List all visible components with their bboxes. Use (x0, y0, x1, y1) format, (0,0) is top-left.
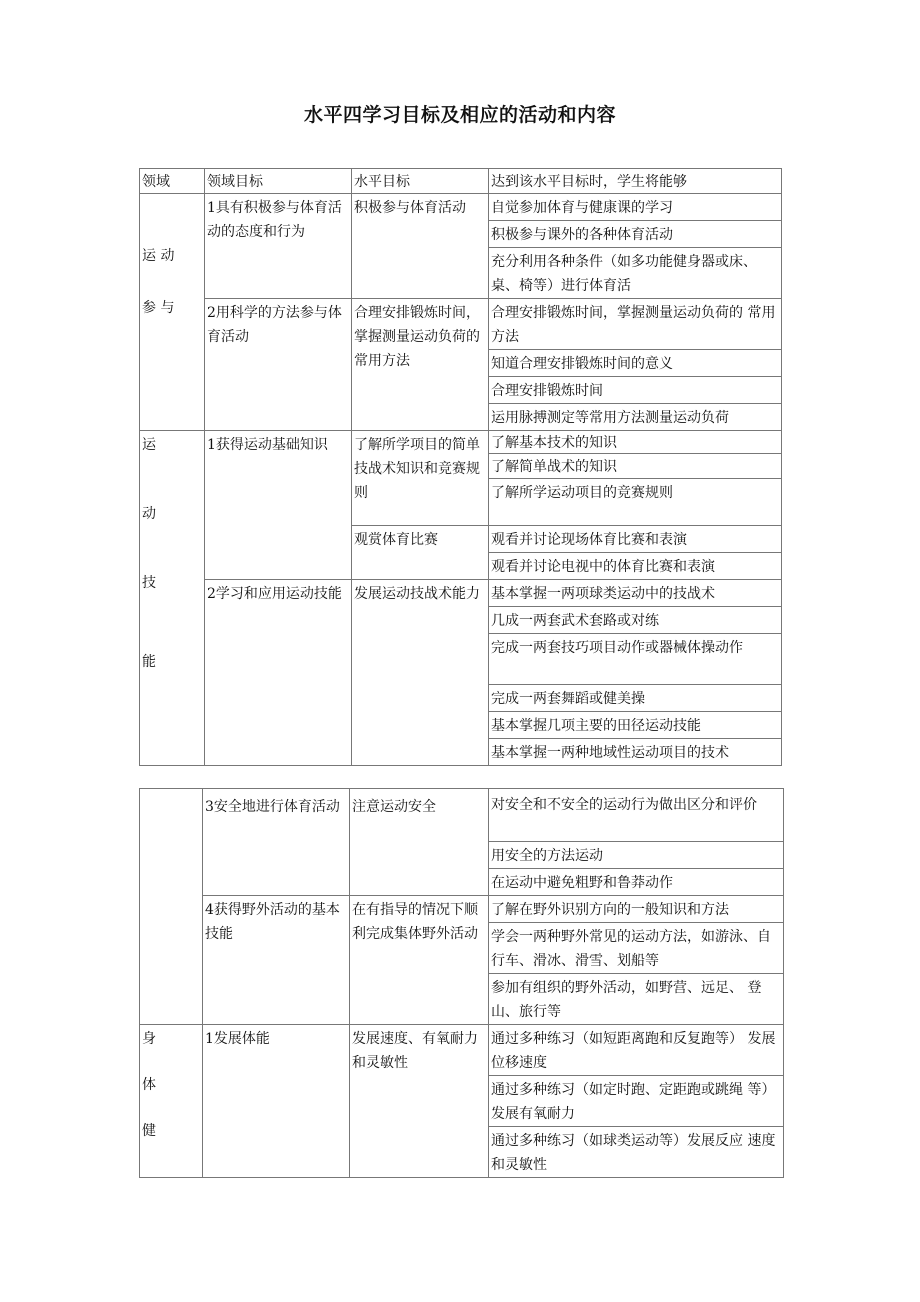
outcome-cell: 了解所学运动项目的竞赛规则 (489, 479, 782, 526)
table-row (140, 299, 782, 350)
domain-text: 体 (142, 1077, 156, 1093)
outcome-cell: 了解在野外识别方向的一般知识和方法 (489, 896, 784, 923)
outcome-cell: 基本掌握一两种地域性运动项目的技术 (489, 739, 782, 766)
header-domain-goal: 领域目标 (205, 169, 352, 194)
outcome-cell: 用安全的方法运动 (489, 842, 784, 869)
domain-text: 运 (142, 437, 156, 453)
outcome-cell: 了解基本技术的知识 (489, 431, 782, 454)
domain-goal-cell: 2用科学的方法参与体育活动 (205, 299, 352, 431)
goals-table-part1 (139, 168, 782, 766)
outcome-cell: 完成一两套技巧项目动作或器械体操动作 (489, 634, 782, 685)
domain-goal-cell: 1获得运动基础知识 (205, 431, 352, 580)
domain-text: 技 (142, 575, 156, 591)
level-goal-cell: 积极参与体育活动 (352, 194, 489, 299)
page-title: 水平四学习目标及相应的活动和内容 (303, 104, 616, 126)
outcome-cell: 积极参与课外的各种体育活动 (489, 221, 782, 248)
outcome-cell: 通过多种练习（如定时跑、定距跑或跳绳 等）发展有氧耐力 (489, 1076, 784, 1127)
table-row (140, 896, 784, 923)
outcome-cell: 在运动中避免粗野和鲁莽动作 (489, 869, 784, 896)
level-goal-cell: 合理安排锻炼时间，掌握测量运动负荷的常用方法 (352, 299, 489, 431)
outcome-cell: 通过多种练习（如球类运动等）发展反应 速度和灵敏性 (489, 1127, 784, 1178)
table-row (140, 1025, 784, 1076)
header-outcomes: 达到该水平目标时，学生将能够 (489, 169, 782, 194)
outcome-cell: 几成一两套武术套路或对练 (489, 607, 782, 634)
goals-table-part2 (139, 788, 784, 1178)
table-row (140, 194, 782, 221)
outcome-cell: 合理安排锻炼时间，掌握测量运动负荷的 常用方法 (489, 299, 782, 350)
level-goal-cell: 发展速度、有氧耐力和灵敏性 (350, 1025, 489, 1178)
domain-text: 身 (142, 1031, 156, 1047)
level-goal-cell: 观赏体育比赛 (352, 526, 489, 580)
outcome-cell: 基本掌握一两项球类运动中的技战术 (489, 580, 782, 607)
domain-text: 健 (142, 1123, 156, 1139)
outcome-cell: 了解简单战术的知识 (489, 454, 782, 479)
outcome-cell: 观看并讨论现场体育比赛和表演 (489, 526, 782, 553)
outcome-cell: 观看并讨论电视中的体育比赛和表演 (489, 553, 782, 580)
outcome-cell: 对安全和不安全的运动行为做出区分和评价 (489, 789, 784, 842)
level-goal-cell: 发展运动技战术能力 (352, 580, 489, 766)
table-row (140, 580, 782, 607)
domain-goal-cell: 1发展体能 (203, 1025, 350, 1178)
domain-goal-cell: 1具有积极参与体育活动的态度和行为 (205, 194, 352, 299)
domain-skills (140, 431, 205, 766)
domain-participation (140, 194, 205, 431)
domain-text: 能 (142, 654, 156, 670)
outcome-cell: 知道合理安排锻炼时间的意义 (489, 350, 782, 377)
domain-goal-cell: 2学习和应用运动技能 (205, 580, 352, 766)
domain-skills-continued (140, 789, 203, 1025)
outcome-cell: 合理安排锻炼时间 (489, 377, 782, 404)
level-goal-cell: 了解所学项目的简单技战术知识和竞赛规则 (352, 431, 489, 526)
header-domain: 领域 (140, 169, 205, 194)
outcome-cell: 参加有组织的野外活动，如野营、远足、 登山、旅行等 (489, 974, 784, 1025)
table-header-row (140, 169, 782, 194)
level-goal-cell: 在有指导的情况下顺利完成集体野外活动 (350, 896, 489, 1025)
outcome-cell: 完成一两套舞蹈或健美操 (489, 685, 782, 712)
table-row (140, 431, 782, 454)
domain-goal-cell: 4获得野外活动的基本技能 (203, 896, 350, 1025)
domain-text: 运 动 (142, 248, 175, 264)
domain-text: 参 与 (142, 300, 175, 316)
outcome-cell: 充分利用各种条件（如多功能健身器或床、桌、椅等）进行体育活 (489, 248, 782, 299)
table-row (140, 789, 784, 842)
domain-fitness (140, 1025, 203, 1178)
outcome-cell: 基本掌握几项主要的田径运动技能 (489, 712, 782, 739)
outcome-cell: 运用脉搏测定等常用方法测量运动负荷 (489, 404, 782, 431)
domain-goal-cell: 3安全地进行体育活动 (203, 789, 350, 896)
outcome-cell: 通过多种练习（如短距离跑和反复跑等） 发展位移速度 (489, 1025, 784, 1076)
outcome-cell: 自觉参加体育与健康课的学习 (489, 194, 782, 221)
domain-text: 动 (142, 506, 156, 522)
outcome-cell: 学会一两种野外常见的运动方法，如游泳、自行车、滑冰、滑雪、划船等 (489, 923, 784, 974)
header-level-goal: 水平目标 (352, 169, 489, 194)
level-goal-cell: 注意运动安全 (350, 789, 489, 896)
